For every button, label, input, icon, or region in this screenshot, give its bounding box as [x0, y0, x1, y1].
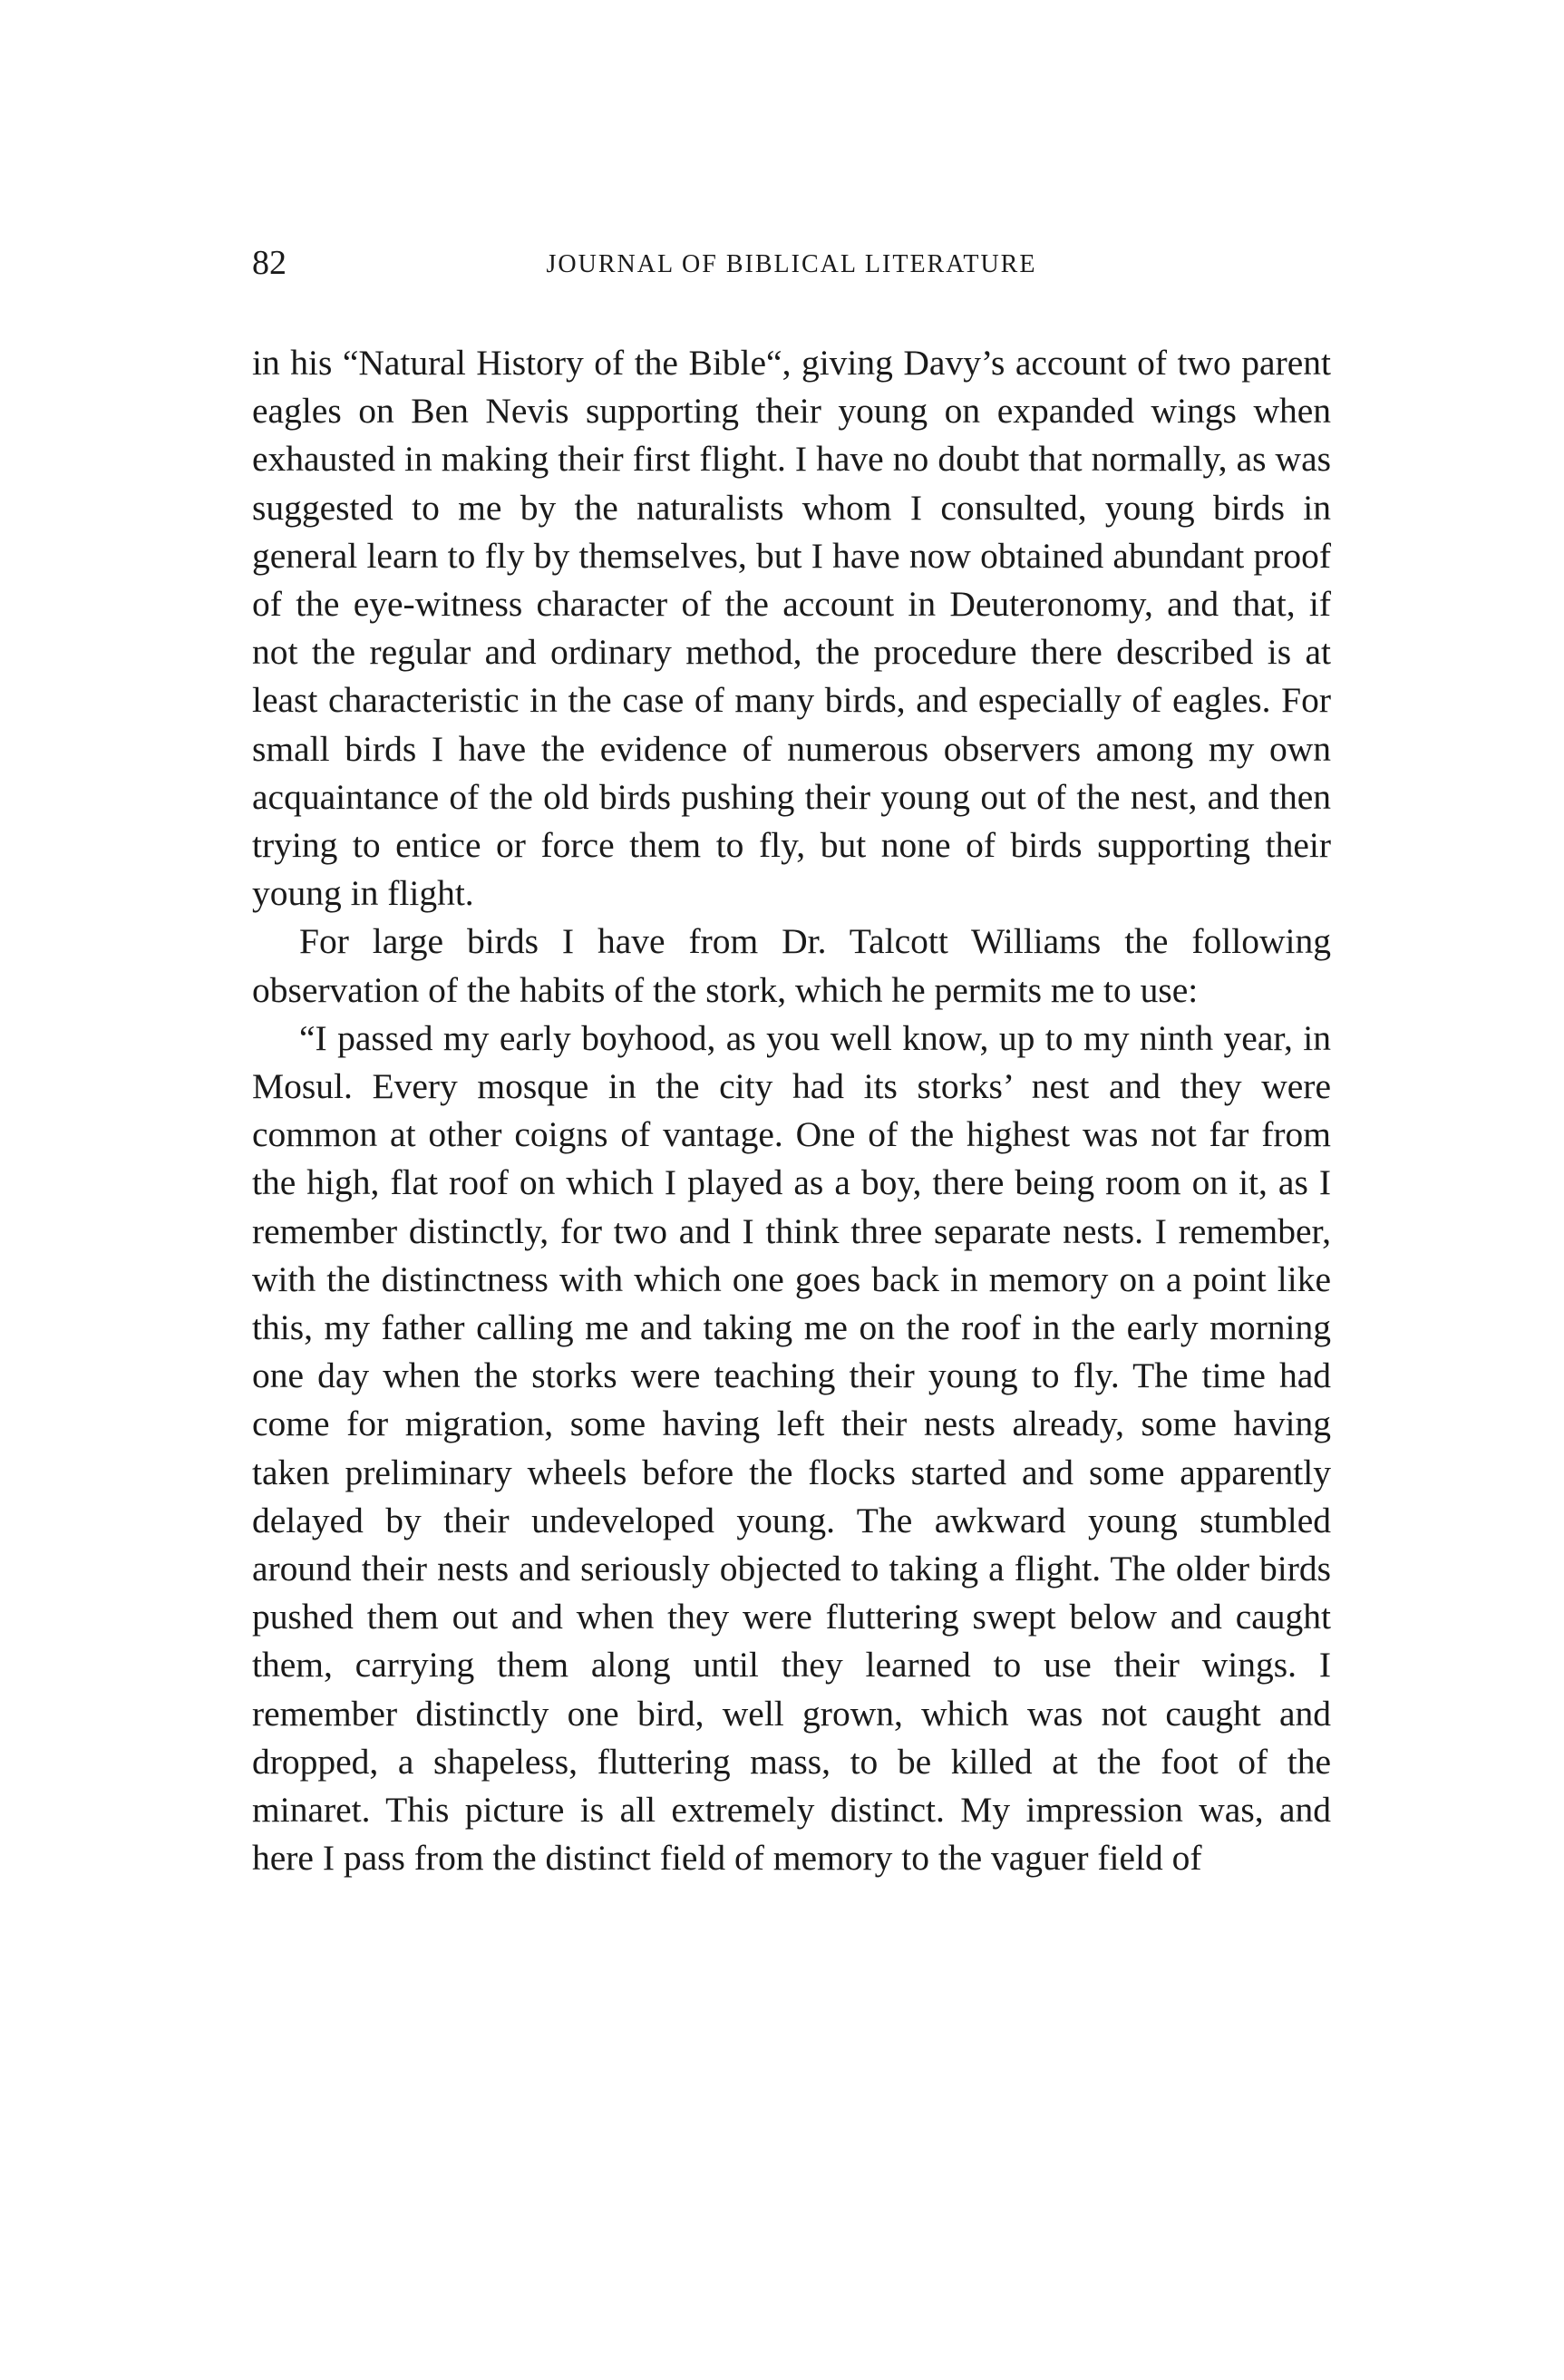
paragraph-quotation: “I passed my early boyhood, as you well know, up to my ninth year, in Mosul. Every mosque in the city had its storks’ nest and they were common at other coigns of vantage. One of the highest was not far from the high, flat roof on which I played as a boy, there being room on it, as I remember distinctly, for two and I think three separate nests. I remember, with the distinctness with which one goes back in memory on a point like this, my father calling me and taking me on the roof in the early morning one day when the storks were teaching their young to fly. The time had come for migration, some having left their nests already, some having taken preliminary wheels before the flocks started and some apparently delayed by their undeveloped young. The awkward young stumbled around their nests and seriously objected to taking a flight. The older birds pushed them out and when they were fluttering swept below and caught them, carrying them along until they learned to use their wings. I remember distinctly one bird, well grown, which was not caught and dropped, a shapeless, fluttering mass, to be killed at the foot of the minaret. This picture is all extremely distinct. My impression was, and here I pass from the distinct field of memory to the vaguer field of [252, 1017, 1331, 1879]
body-text [252, 339, 1331, 1883]
page-number: 82 [252, 244, 287, 282]
journal-title: JOURNAL OF BIBLICAL LITERATURE [546, 250, 1037, 278]
paragraph-large-birds: For large birds I have from Dr. Talcott Williams the following observation of the habits of the stork, which he permits me to use: [252, 921, 1331, 1010]
book-page [252, 245, 1331, 1883]
running-head [252, 245, 1331, 299]
paragraph-continued: in his “Natural History of the Bible“, giving Davy’s account of two parent eagles on Ben Nevis supporting their young on expanded wings when exhausted in making their first flight. I have no doubt that normally, as was suggested to me by the naturalists whom I consulted, young birds in general learn to fly by themselves, but I have now obtained abundant proof of the eye-witness character of the account in Deuteronomy, and that, if not the regular and ordinary method, the procedure there described is at least characteristic in the case of many birds, and especially of eagles. For small birds I have the evidence of numerous observers among my own acquaintance of the old birds pushing their young out of the nest, and then trying to entice or force them to fly, but none of birds supporting their young in flight. [252, 343, 1331, 914]
